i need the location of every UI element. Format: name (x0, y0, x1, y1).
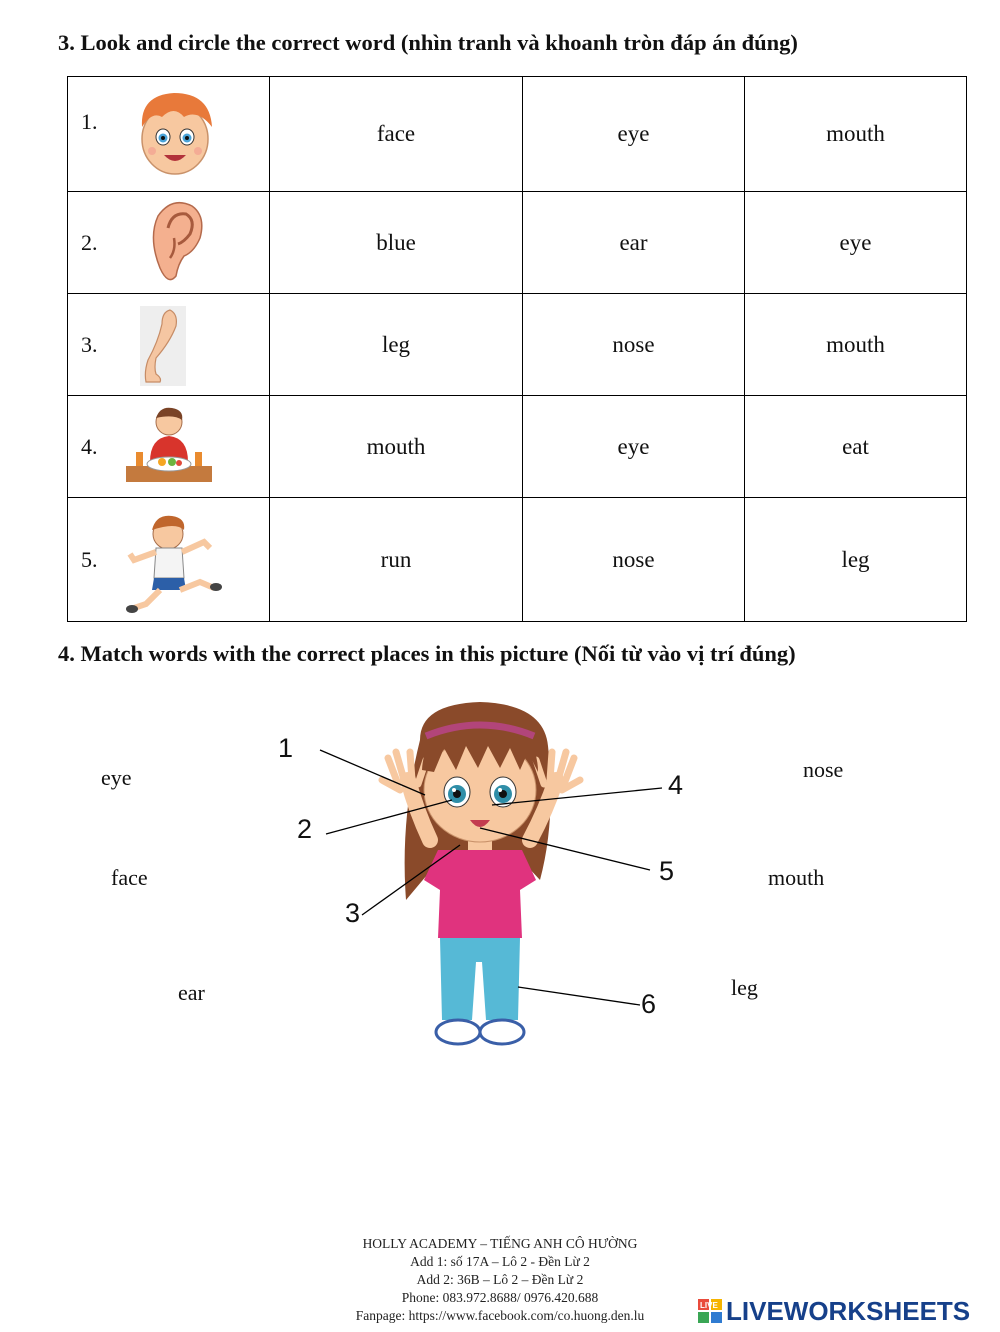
option-word[interactable]: mouth (366, 433, 426, 459)
match-word-nose[interactable]: nose (803, 757, 844, 782)
point-label-5: 5 (659, 856, 675, 886)
leader-line-6 (518, 987, 640, 1005)
match-word-eye[interactable]: eye (101, 765, 132, 790)
footer-fanpage[interactable]: Fanpage: https://www.facebook.com/co.huong.den.lu (355, 1308, 645, 1323)
liveworksheets-logo[interactable] (698, 1295, 994, 1327)
point-label-6: 6 (641, 989, 657, 1019)
option-word[interactable]: leg (381, 331, 411, 357)
footer-school: HOLLY ACADEMY – TIẾNG ANH CÔ HƯỜNG (362, 1236, 638, 1251)
item-number: 5. (81, 547, 98, 572)
leader-line-4 (492, 788, 662, 805)
item-number: 3. (81, 332, 98, 357)
option-word[interactable]: mouth (826, 121, 885, 146)
leader-line-2 (326, 800, 452, 834)
section-3-heading: 3. Look and circle the correct word (nhìn tranh và khoanh tròn đáp án đúng) (58, 30, 798, 55)
item-number: 2. (81, 230, 98, 255)
option-word[interactable]: eye (839, 229, 872, 255)
point-label-2: 2 (297, 814, 313, 844)
match-word-mouth[interactable]: mouth (768, 865, 825, 890)
point-label-4: 4 (668, 770, 684, 800)
option-word[interactable]: eye (617, 121, 650, 146)
footer-address-1: Add 1: số 17A – Lô 2 - Đền Lừ 2 (410, 1254, 590, 1269)
footer-address-2: Add 2: 36B – Lô 2 – Đền Lừ 2 (416, 1272, 584, 1287)
leader-line-3 (362, 845, 460, 915)
item-number: 4. (81, 434, 98, 459)
leader-line-1 (320, 750, 425, 795)
option-word[interactable]: face (376, 121, 416, 146)
option-word[interactable]: eat (842, 433, 869, 459)
item-number: 1. (81, 109, 98, 134)
section-4-heading: 4. Match words with the correct places in this picture (Nối từ vào vị trí đúng) (58, 641, 796, 666)
match-word-ear[interactable]: ear (178, 980, 205, 1005)
option-word[interactable]: eye (617, 433, 650, 459)
option-word[interactable]: leg (841, 546, 870, 572)
option-word[interactable]: mouth (826, 331, 885, 357)
option-word[interactable]: run (380, 546, 412, 572)
live-badge-text: LIVE (700, 1301, 718, 1310)
footer-phone: Phone: 083.972.8688/ 0976.420.688 (401, 1290, 599, 1305)
option-word[interactable]: ear (619, 229, 648, 255)
option-word[interactable]: nose (612, 546, 655, 572)
match-word-face[interactable]: face (111, 865, 148, 890)
point-label-3: 3 (345, 898, 361, 928)
live-badge-icon (698, 1299, 722, 1323)
option-word[interactable]: nose (612, 331, 655, 357)
match-word-leg[interactable]: leg (731, 975, 758, 1000)
point-label-1: 1 (278, 733, 294, 763)
leader-line-5 (480, 828, 650, 870)
footer (250, 1235, 750, 1325)
option-word[interactable]: blue (376, 229, 416, 255)
logo-text: LIVEWORKSHEETS (726, 1296, 971, 1326)
